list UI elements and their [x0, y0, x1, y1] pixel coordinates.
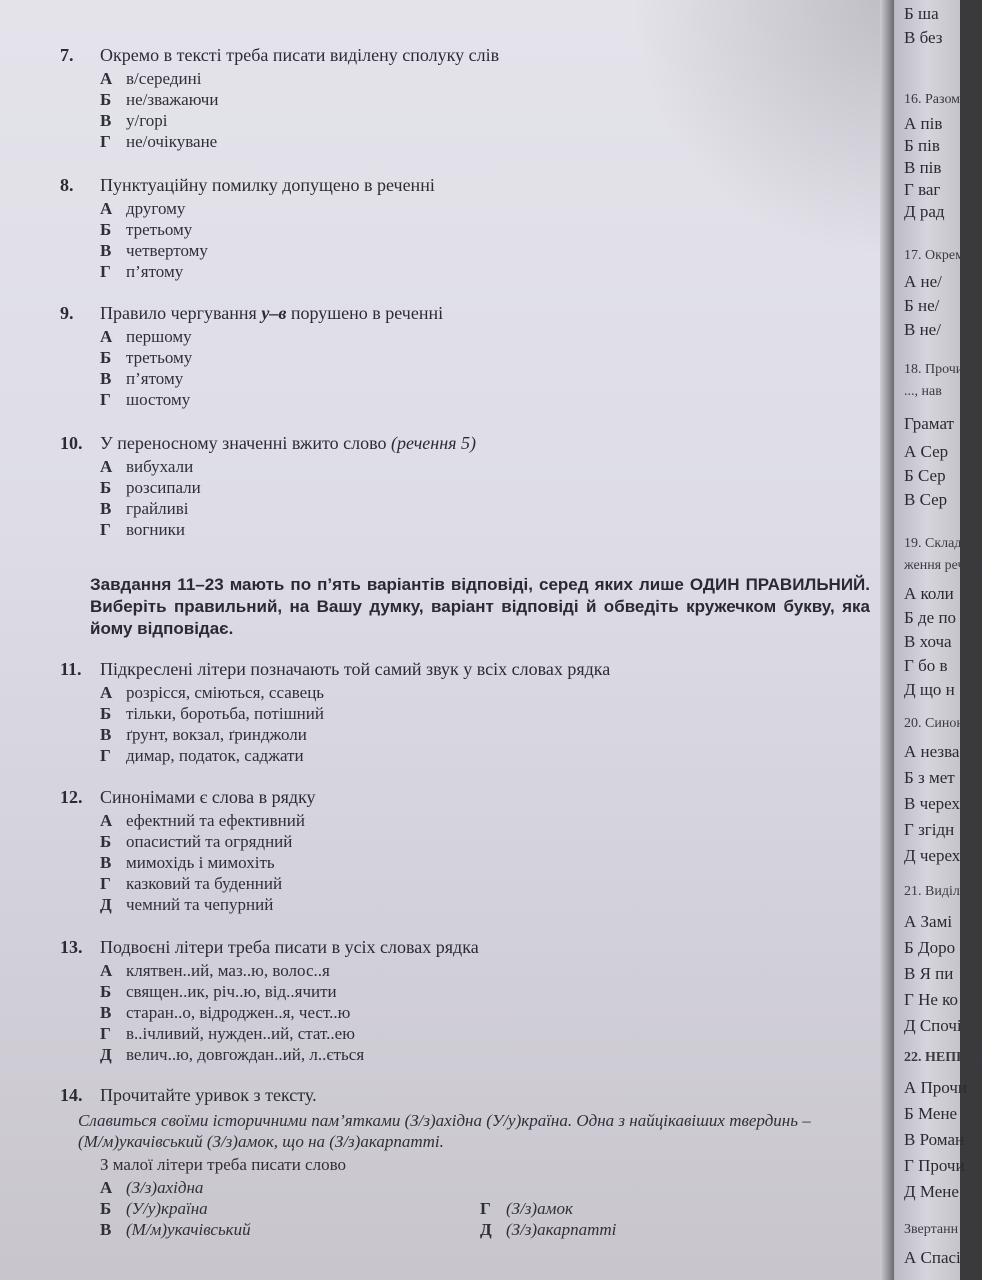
- option-a[interactable]: [100, 960, 479, 981]
- option-column-left: [100, 1177, 480, 1240]
- option-text: ефектний та ефективний: [126, 811, 305, 830]
- adjacent-page-fragment: Звертанн: [904, 1222, 959, 1237]
- option-letter: А: [100, 961, 113, 980]
- option-letter: Б: [100, 832, 112, 851]
- option-text: третьому: [126, 348, 193, 367]
- option-letter: Д: [100, 895, 112, 914]
- option-a[interactable]: [100, 456, 476, 477]
- question-text: [100, 432, 476, 454]
- adjacent-page-fragment: Г Прочи: [904, 1156, 965, 1175]
- option-list: [100, 326, 443, 410]
- option-text: не/очікуване: [126, 132, 218, 151]
- question-number: 14.: [60, 1085, 83, 1105]
- adjacent-page-fragment: В пів: [904, 158, 942, 177]
- option-b[interactable]: [100, 831, 316, 852]
- question-8: [60, 174, 435, 282]
- adjacent-page-fragment: Б Доро: [904, 938, 956, 957]
- adjacent-page-fragment: В хоча: [904, 632, 952, 651]
- adjacent-page-fragment: ..., нав: [904, 384, 942, 399]
- option-d[interactable]: [100, 1044, 479, 1065]
- option-letter: Б: [100, 982, 112, 1001]
- option-letter: Б: [100, 1199, 112, 1218]
- adjacent-page-fragment: Д рад: [904, 202, 945, 221]
- option-a[interactable]: [100, 1177, 480, 1198]
- adjacent-page-fragment: А Прочи: [904, 1078, 968, 1097]
- option-letter: Г: [100, 132, 111, 151]
- option-a[interactable]: [100, 68, 499, 89]
- question-number: 12.: [60, 787, 83, 807]
- option-letter: В: [100, 725, 112, 744]
- adjacent-page-fragment: Б з мет: [904, 768, 955, 787]
- option-text: вогники: [126, 520, 185, 539]
- option-letter: В: [100, 241, 112, 260]
- option-text: (З/з)амок: [506, 1199, 573, 1218]
- option-letter: Д: [100, 1045, 112, 1064]
- adjacent-page-fragment: Г бо в: [904, 656, 948, 675]
- adjacent-page-fragment: В без: [904, 28, 943, 47]
- option-text: казковий та буденний: [126, 874, 283, 893]
- option-letter: Г: [100, 874, 111, 893]
- option-text: (М/м)укачівський: [126, 1220, 251, 1239]
- option-letter: А: [100, 69, 113, 88]
- option-text: (У/у)країна: [126, 1199, 208, 1218]
- question-7: [60, 44, 499, 152]
- question-text-after: порушено в реченні: [286, 303, 444, 323]
- question-13: [60, 936, 479, 1065]
- option-text: старан..о, відроджен..я, чест..ю: [126, 1003, 351, 1022]
- option-a[interactable]: [100, 326, 443, 347]
- question-number: 9.: [60, 303, 74, 323]
- option-list: [100, 960, 479, 1065]
- option-h[interactable]: [100, 261, 435, 282]
- option-text: мимохідь і мимохіть: [126, 853, 275, 872]
- question-text: Синонімами є слова в рядку: [100, 787, 316, 807]
- option-a[interactable]: [100, 198, 435, 219]
- option-letter: Б: [100, 90, 112, 109]
- option-text: п’ятому: [126, 369, 184, 388]
- option-text: тільки, боротьба, потішний: [126, 704, 324, 723]
- option-b[interactable]: [100, 1198, 480, 1219]
- adjacent-page: [894, 0, 982, 1280]
- option-v[interactable]: [100, 724, 610, 745]
- question-text: Пунктуаційну помилку допущено в реченні: [100, 175, 435, 195]
- option-letter: В: [100, 111, 112, 130]
- option-letter: Б: [100, 478, 112, 497]
- option-list: [100, 198, 435, 282]
- option-letter: А: [100, 199, 113, 218]
- option-text: в/середині: [126, 69, 202, 88]
- question-12: [60, 786, 316, 915]
- option-list: [100, 682, 610, 766]
- option-text: священ..ик, річ..ю, від..ячити: [126, 982, 337, 1001]
- option-list: [100, 456, 476, 540]
- adjacent-page-fragment: А не/: [904, 272, 942, 291]
- option-letter: Г: [100, 1024, 111, 1043]
- question-text-bold: у–в: [261, 303, 287, 323]
- question-number: 7.: [60, 45, 74, 65]
- option-letter: В: [100, 1003, 112, 1022]
- option-b[interactable]: [100, 477, 476, 498]
- option-b[interactable]: [100, 703, 610, 724]
- adjacent-page-fragment: Д Спочі: [904, 1016, 962, 1035]
- option-b[interactable]: [100, 219, 435, 240]
- question-number: 8.: [60, 175, 74, 195]
- option-text: шостому: [126, 390, 191, 409]
- question-11: [60, 658, 610, 766]
- question-text: [100, 302, 443, 324]
- adjacent-page-fragment: 16. Разом: [904, 92, 961, 107]
- question-text: Окремо в тексті треба писати виділену сполуку слів: [100, 45, 500, 65]
- adjacent-page-fragment: 20. Синоні: [904, 716, 968, 731]
- option-v[interactable]: [100, 240, 435, 261]
- option-list: [100, 1154, 860, 1240]
- option-letter: В: [100, 499, 112, 518]
- option-letter: Г: [100, 520, 111, 539]
- section-instruction: Завдання 11–23 мають по п’ять варіантів відповіді, серед яких лише ОДИН ПРАВИЛЬНИЙ. Виберіть правильний, на Вашу думку, варіант відповіді й обведіть кружечком букву, яка йому відповідає.: [90, 575, 870, 638]
- adjacent-page-fragment: В Роман: [904, 1130, 965, 1149]
- sentence-reference: (речення 5): [390, 433, 476, 453]
- adjacent-page-fragment: Д що н: [904, 680, 955, 699]
- question-number: 11.: [60, 659, 82, 679]
- adjacent-page-fragment: Б Мене: [904, 1104, 958, 1123]
- option-text: димар, податок, саджати: [126, 746, 304, 765]
- option-text: грайливі: [126, 499, 189, 518]
- adjacent-page-fragment: В Сер: [904, 490, 948, 509]
- option-text: (З/з)акарпатті: [506, 1220, 617, 1239]
- option-h[interactable]: [480, 1198, 860, 1219]
- question-9: [60, 302, 443, 410]
- option-v[interactable]: [100, 852, 316, 873]
- book-spine: [880, 0, 894, 1280]
- adjacent-page-fragment: Б пів: [904, 136, 940, 155]
- option-text: розсипали: [126, 478, 201, 497]
- option-letter: В: [100, 369, 112, 388]
- option-letter: Г: [100, 262, 111, 281]
- option-list: [100, 810, 316, 915]
- option-letter: Г: [100, 390, 111, 409]
- option-text: ґрунт, вокзал, ґринджоли: [126, 725, 307, 744]
- option-v[interactable]: [100, 110, 499, 131]
- question-14: [60, 1084, 860, 1240]
- option-letter: В: [100, 853, 112, 872]
- option-d[interactable]: [100, 894, 316, 915]
- option-text: опасистий та огрядний: [126, 832, 293, 851]
- adjacent-page-fragment: А коли: [904, 584, 954, 603]
- option-text: у/горі: [126, 111, 168, 130]
- option-v[interactable]: [100, 1219, 480, 1240]
- adjacent-page-fragment: А пів: [904, 114, 943, 133]
- option-letter: А: [100, 457, 113, 476]
- option-text: першому: [126, 327, 192, 346]
- question-text-main: У переносному значенні вжито слово: [100, 433, 391, 453]
- option-h[interactable]: [100, 873, 316, 894]
- adjacent-page-fragment: Д черех: [904, 846, 961, 865]
- option-text: не/зважаючи: [126, 90, 219, 109]
- question-number: 10.: [60, 433, 83, 453]
- question-text: Підкреслені літери позначають той самий звук у всіх словах рядка: [100, 659, 611, 679]
- adjacent-page-fragment: А незва: [904, 742, 960, 761]
- option-text: велич..ю, довгождан..ий, л..ється: [126, 1045, 365, 1064]
- option-h[interactable]: [100, 745, 610, 766]
- option-b[interactable]: [100, 347, 443, 368]
- adjacent-page-fragment: Г ваг: [904, 180, 941, 199]
- option-column-right: [480, 1177, 860, 1240]
- adjacent-page-fragment: 18. Прочи: [904, 362, 964, 377]
- option-text: розрісся, сміються, ссавець: [126, 683, 325, 702]
- adjacent-page-fragment: В Я пи: [904, 964, 954, 983]
- adjacent-page-fragment: 17. Окрем: [904, 248, 964, 263]
- option-text: чемний та чепурний: [126, 895, 274, 914]
- option-h[interactable]: [100, 1023, 479, 1044]
- option-b[interactable]: [100, 89, 499, 110]
- option-letter: Д: [480, 1220, 492, 1239]
- option-text: в..ічливий, нужден..ий, стат..ею: [126, 1024, 355, 1043]
- adjacent-page-fragment: В черех: [904, 794, 961, 813]
- option-letter: Г: [480, 1199, 491, 1218]
- option-v[interactable]: [100, 1002, 479, 1023]
- question-text-before: Правило чергування: [100, 303, 262, 323]
- option-columns: [100, 1177, 860, 1240]
- option-text: клятвен..ий, маз..ю, волос..я: [126, 961, 330, 980]
- option-letter: А: [100, 811, 113, 830]
- adjacent-page-fragment: 21. Виділен: [904, 884, 974, 899]
- text-passage: Славиться своїми історичними пам’ятками (З/з)ахідна (У/у)країна. Одна з найцікавіших твердинь – (М/м)укачівський (З/з)амок, що на (З/з)акарпатті.: [78, 1111, 811, 1151]
- option-letter: Б: [100, 348, 112, 367]
- adjacent-page-fragment: А Спасі: [904, 1248, 961, 1267]
- option-letter: А: [100, 683, 113, 702]
- option-letter: А: [100, 327, 113, 346]
- adjacent-page-fragment: В не/: [904, 320, 941, 339]
- adjacent-page-fragment: Г згідн: [904, 820, 955, 839]
- option-text: (З/з)ахідна: [126, 1178, 204, 1197]
- option-h[interactable]: [100, 389, 443, 410]
- adjacent-page-fragment: Д Мене: [904, 1182, 959, 1201]
- option-b[interactable]: [100, 981, 479, 1002]
- option-letter: Б: [100, 704, 112, 723]
- option-letter: А: [100, 1178, 113, 1197]
- option-a[interactable]: [100, 810, 316, 831]
- option-v[interactable]: [100, 368, 443, 389]
- option-h[interactable]: [100, 519, 476, 540]
- adjacent-page-fragment: ження речен: [904, 558, 979, 573]
- question-10: [60, 432, 476, 540]
- question-subtext: З малої літери треба писати слово: [100, 1155, 346, 1174]
- question-text: Прочитайте уривок з тексту.: [100, 1085, 317, 1105]
- adjacent-page-fragment: Г Не ко: [904, 990, 959, 1009]
- option-letter: Г: [100, 746, 111, 765]
- option-d[interactable]: [480, 1219, 860, 1240]
- option-text: четвертому: [126, 241, 208, 260]
- question-number: 13.: [60, 937, 83, 957]
- option-h[interactable]: [100, 131, 499, 152]
- adjacent-page-fragment: Б Сер: [904, 466, 946, 485]
- adjacent-page-fragment: 22. НЕПРАВ: [904, 1050, 982, 1065]
- option-text: вибухали: [126, 457, 194, 476]
- question-text: Подвоєні літери треба писати в усіх словах рядка: [100, 937, 479, 957]
- adjacent-page-fragment: Грамат: [904, 414, 954, 433]
- option-text: третьому: [126, 220, 193, 239]
- adjacent-page-fragment: Б не/: [904, 296, 940, 315]
- adjacent-page-fragment: А Замі: [904, 912, 953, 931]
- adjacent-page-fragment: А Сер: [904, 442, 949, 461]
- option-letter: В: [100, 1220, 112, 1239]
- option-text: другому: [126, 199, 186, 218]
- option-a[interactable]: [100, 682, 610, 703]
- adjacent-page-fragment: Б ша: [904, 4, 939, 23]
- adjacent-page-fragment: 19. Складн: [904, 536, 969, 551]
- option-letter: Б: [100, 220, 112, 239]
- option-v[interactable]: [100, 498, 476, 519]
- adjacent-page-fragment: Б де по: [904, 608, 957, 627]
- option-list: [100, 68, 499, 152]
- option-text: п’ятому: [126, 262, 184, 281]
